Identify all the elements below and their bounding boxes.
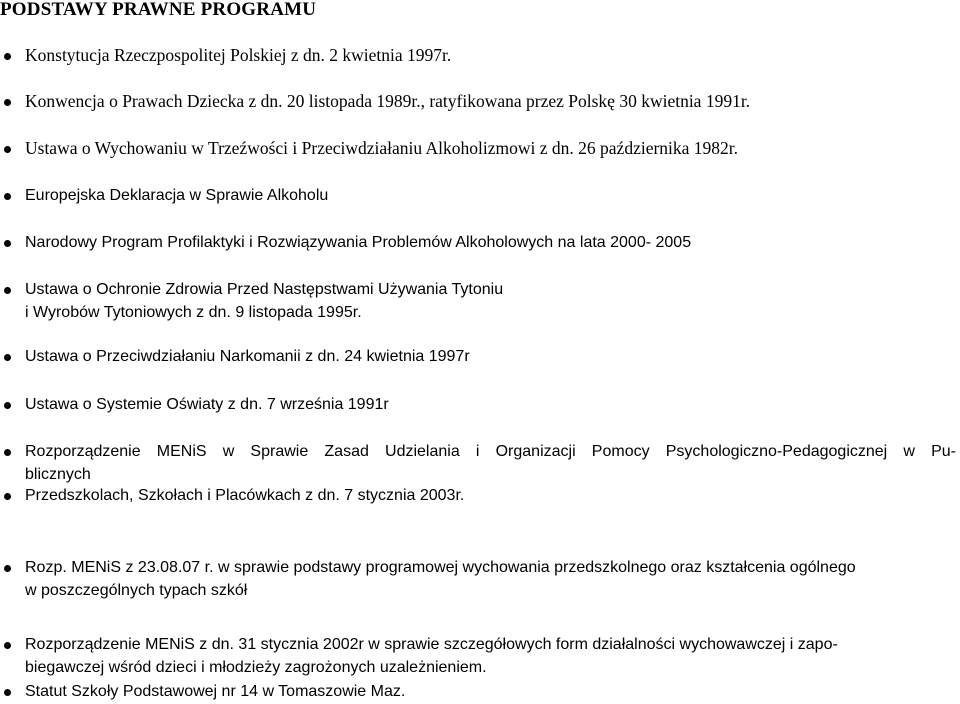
list-item-line: Rozporządzenie MENiS z dn. 31 stycznia 2002r w sprawie szczegółowych form działalności wychowawczej i zapo- — [25, 636, 838, 653]
list-item-text — [25, 440, 956, 486]
bullet-icon — [4, 449, 11, 456]
list-item-line: Ustawa o Ochronie Zdrowia Przed Następstwami Używania Tytoniu — [25, 281, 504, 298]
bullet-icon — [4, 193, 11, 200]
bullet-icon — [4, 493, 11, 500]
list-item-text: Europejska Deklaracja w Sprawie Alkoholu — [25, 187, 329, 204]
bullet-icon — [4, 402, 11, 409]
list-item-text: Konwencja o Prawach Dziecka z dn. 20 listopada 1989r., ratyfikowana przez Polskę 30 kwietnia 1991r. — [25, 91, 751, 111]
list-item-line: w poszczególnych typach szkół — [25, 582, 248, 599]
list-item-line: Rozporządzenie MENiS w Sprawie Zasad Udzielania i Organizacji Pomocy Psychologiczno-Pedagogicznej w Pu- — [25, 443, 956, 460]
bullet-icon — [4, 642, 11, 649]
list-item-text: Konstytucja Rzeczpospolitej Polskiej z dn. 2 kwietnia 1997r. — [25, 45, 452, 65]
list-item-text — [25, 633, 956, 679]
list-item-text: Ustawa o Wychowaniu w Trzeźwości i Przeciwdziałaniu Alkoholizmowi z dn. 26 października 1982r. — [25, 138, 739, 158]
bullet-icon — [4, 287, 11, 294]
bullet-icon — [4, 99, 11, 106]
bullet-icon — [4, 53, 11, 60]
document-heading: PODSTAWY PRAWNE PROGRAMU — [0, 0, 317, 20]
bullet-icon — [4, 146, 11, 153]
bullet-icon — [4, 354, 11, 361]
list-item-line: i Wyrobów Tytoniowych z dn. 9 listopada 1995r. — [25, 304, 362, 321]
list-item-text: Ustawa o Przeciwdziałaniu Narkomanii z dn. 24 kwietnia 1997r — [25, 348, 470, 365]
list-item-text: Przedszkolach, Szkołach i Placówkach z dn. 7 stycznia 2003r. — [25, 487, 465, 504]
bullet-icon — [4, 240, 11, 247]
list-item-text — [25, 556, 956, 602]
list-item-line: biegawczej wśród dzieci i młodzieży zagrożonych uzależnieniem. — [25, 659, 487, 676]
list-item-line: blicznych — [25, 466, 91, 483]
bullet-icon — [4, 689, 11, 696]
list-item-line: Rozp. MENiS z 23.08.07 r. w sprawie podstawy programowej wychowania przedszkolnego oraz kształcenia ogólnego — [25, 559, 856, 576]
bullet-icon — [4, 565, 11, 572]
list-item-text — [25, 278, 956, 324]
list-item-text: Ustawa o Systemie Oświaty z dn. 7 września 1991r — [25, 396, 389, 413]
list-item-text: Narodowy Program Profilaktyki i Rozwiązywania Problemów Alkoholowych na lata 2000- 2005 — [25, 234, 692, 251]
list-item-text: Statut Szkoły Podstawowej nr 14 w Tomaszowie Maz. — [25, 683, 406, 700]
